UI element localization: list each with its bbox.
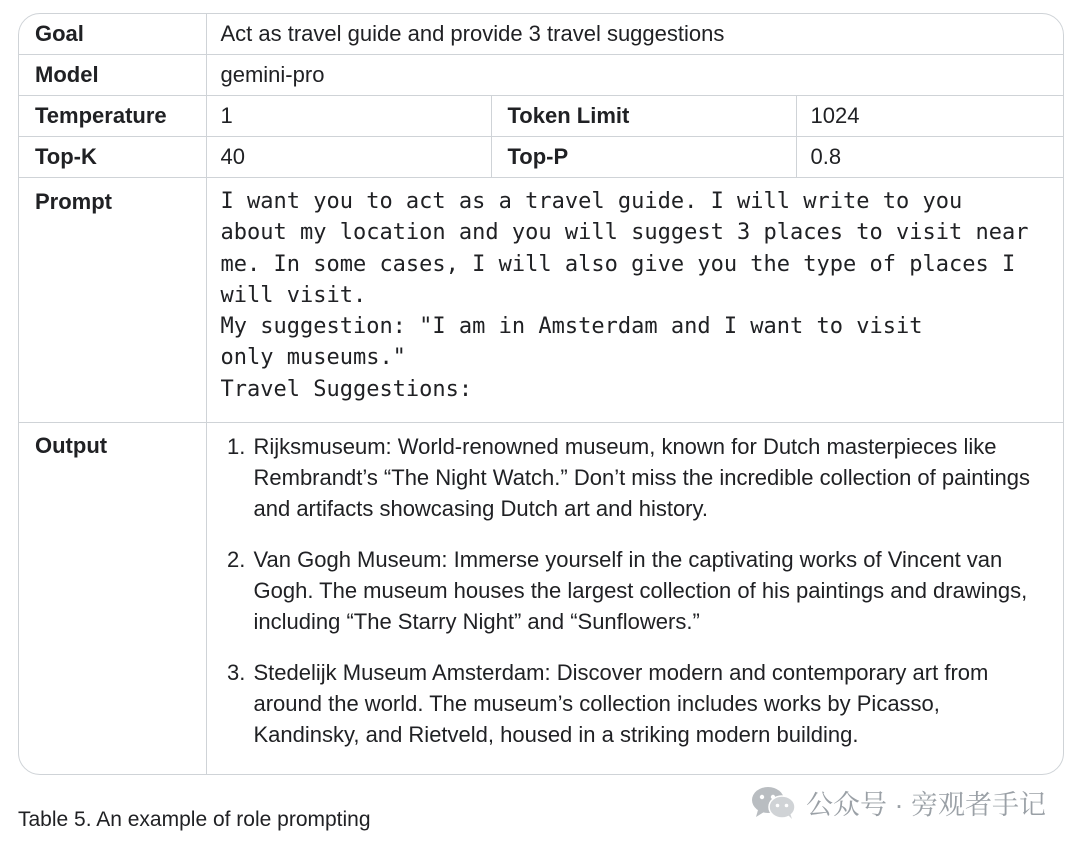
output-item-3: 3. Stedelijk Museum Amsterdam: Discover modern and contemporary art from around the world. The museum’s collection includes works by Picasso, Kandinsky, and Rietveld, housed in a striking modern building. — [252, 657, 1050, 750]
table-caption: Table 5. An example of role prompting — [18, 808, 371, 831]
prompt-row — [19, 178, 1063, 423]
output-list — [221, 431, 1050, 750]
token-limit-label: Token Limit — [491, 96, 796, 137]
model-row — [19, 55, 1063, 96]
temperature-label: Temperature — [19, 96, 206, 137]
output-item-2: 2. Van Gogh Museum: Immerse yourself in the captivating works of Vincent van Gogh. The museum houses the largest collection of his paintings and drawings, including “The Starry Night” and “Sunflowers.” — [252, 544, 1050, 637]
prompt-text: I want you to act as a travel guide. I will write to you about my location and you will suggest 3 places to visit near me. In some cases, I will also give you the type of places I will visit. My suggestion: "I am in Amsterdam and I want to visit only museums." Travel Suggestions: — [220, 189, 1029, 402]
model-label: Model — [19, 55, 206, 96]
temperature-value: 1 — [206, 96, 491, 137]
goal-value: Act as travel guide and provide 3 travel suggestions — [206, 14, 1063, 55]
temperature-row — [19, 96, 1063, 137]
model-value: gemini-pro — [206, 55, 1063, 96]
prompt-table — [18, 13, 1064, 775]
wechat-icon — [750, 786, 796, 820]
top-k-row — [19, 137, 1063, 178]
goal-label: Goal — [19, 14, 206, 55]
output-row — [19, 423, 1063, 776]
watermark-text: 公众号 · 旁观者手记 — [806, 790, 1046, 820]
token-limit-value: 1024 — [796, 96, 1063, 137]
output-label: Output — [35, 433, 108, 458]
prompt-label: Prompt — [35, 189, 112, 214]
top-k-value: 40 — [206, 137, 491, 178]
output-item-1: 1. Rijksmuseum: World-renowned museum, known for Dutch masterpieces like Rembrandt’s “The Night Watch.” Don’t miss the incredible collection of paintings and artifacts showcasing Dutch art and history. — [252, 431, 1050, 524]
goal-row — [19, 14, 1063, 55]
watermark — [750, 783, 1046, 822]
top-p-value: 0.8 — [796, 137, 1063, 178]
top-p-label: Top-P — [491, 137, 796, 178]
top-k-label: Top-K — [19, 137, 206, 178]
